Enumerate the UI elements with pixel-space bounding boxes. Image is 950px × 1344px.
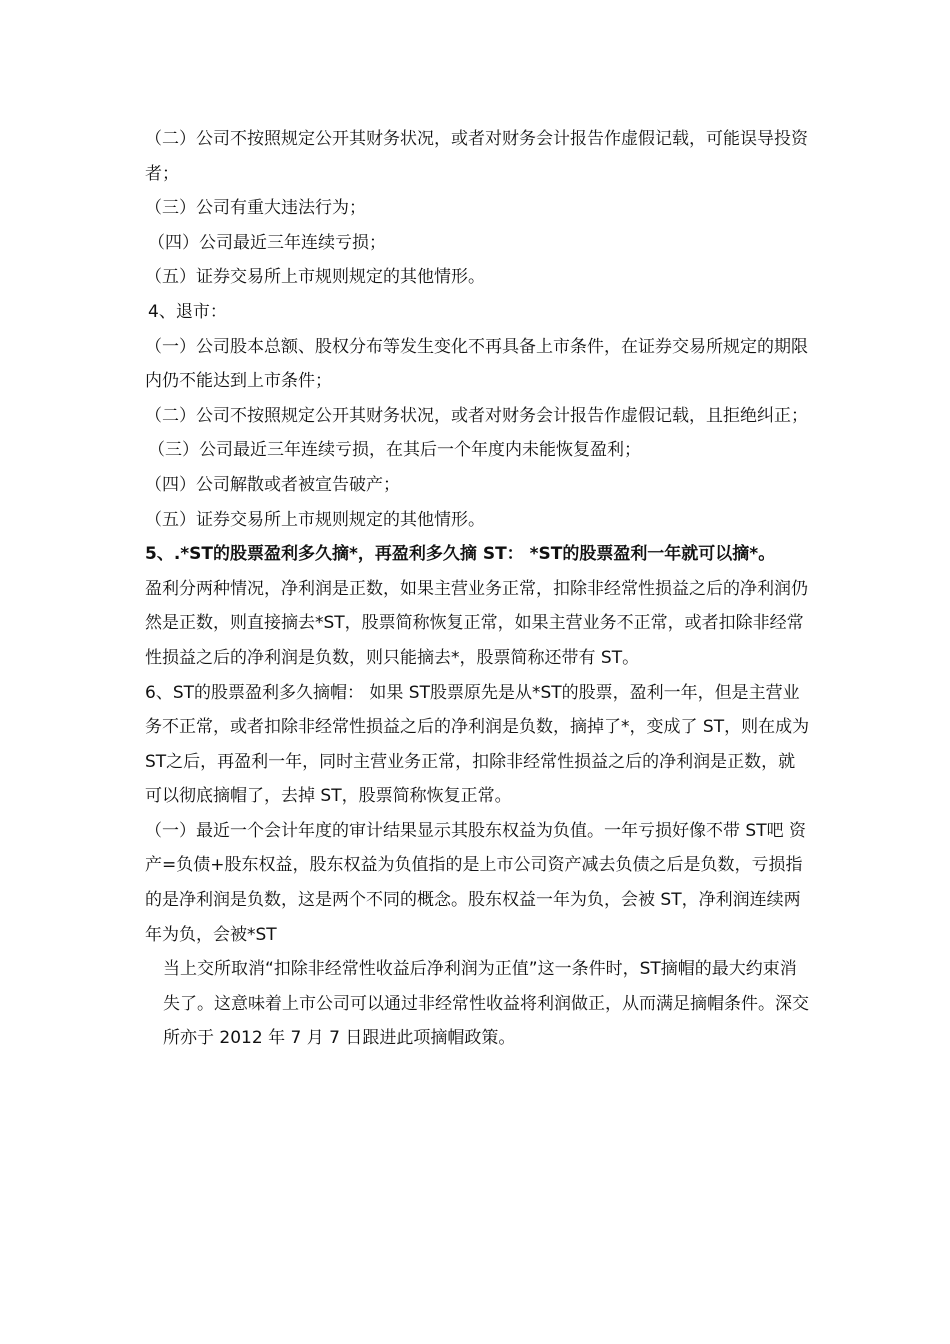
paragraph-exchange-policy: 当上交所取消“扣除非经常性收益后净利润为正值”这一条件时，ST摘帽的最大约束消失了。这意味着上市公司可以通过非经常性收益将利润做正，从而满足摘帽条件。深交所亦于 2012 年 7 月 7 日跟进此项摘帽政策。 <box>163 959 809 1049</box>
paragraph-item-2-disclosure: （二）公司不按照规定公开其财务状况，或者对财务会计报告作虚假记载，可能误导投资者； <box>145 129 808 184</box>
section-heading-star-st: 5、.*ST的股票盈利多久摘*，再盈利多久摘 ST： *ST的股票盈利一年就可以摘*。 <box>145 544 776 565</box>
section-heading-delisting: 4、退市： <box>148 301 227 322</box>
paragraph-delist-item-2: （二）公司不按照规定公开其财务状况，或者对财务会计报告作虚假记载，且拒绝纠正； <box>145 405 808 426</box>
paragraph-delist-item-5: （五）证券交易所上市规则规定的其他情形。 <box>145 509 485 530</box>
paragraph-delist-item-1: （一）公司股本总额、股权分布等发生变化不再具备上市条件，在证券交易所规定的期限内仍不能达到上市条件； <box>145 336 808 392</box>
paragraph-item-4-losses: （四）公司最近三年连续亏损； <box>148 232 386 253</box>
paragraph-equity-negative: （一）最近一个会计年度的审计结果显示其股东权益为负值。一年亏损好像不带 ST吧 资产=负债+股东权益，股东权益为负值指的是上市公司资产减去负债之后是负数，亏损指的是净利润是负数，这是两个不同的概念。股东权益一年为负，会被 ST，净利润连续两年为负，会被*ST <box>145 820 806 945</box>
paragraph-delist-item-3: （三）公司最近三年连续亏损，在其后一个年度内未能恢复盈利； <box>148 440 641 461</box>
paragraph-item-5-other: （五）证券交易所上市规则规定的其他情形。 <box>145 267 485 288</box>
document-body <box>145 122 810 1056</box>
paragraph-delist-item-4: （四）公司解散或者被宣告破产； <box>145 474 400 495</box>
paragraph-item-3-violation: （三）公司有重大违法行为； <box>145 198 366 219</box>
section-heading-st-removal: 6、ST的股票盈利多久摘帽： 如果 ST股票原先是从*ST的股票，盈利一年，但是主营业务不正常，或者扣除非经常性损益之后的净利润是负数，摘掉了*，变成了 ST，则在成为 ST之后，再盈利一年，同时主营业务正常，扣除非经常性损益之后的净利润是正数，就可以彻底摘帽了，去掉 ST，股票简称恢复正常。 <box>145 682 810 807</box>
paragraph-profit-cases: 盈利分两种情况，净利润是正数，如果主营业务正常，扣除非经常性损益之后的净利润仍然是正数，则直接摘去*ST，股票简称恢复正常，如果主营业务不正常，或者扣除非经常性损益之后的净利润是负数，则只能摘去*，股票简称还带有 ST。 <box>145 578 808 668</box>
